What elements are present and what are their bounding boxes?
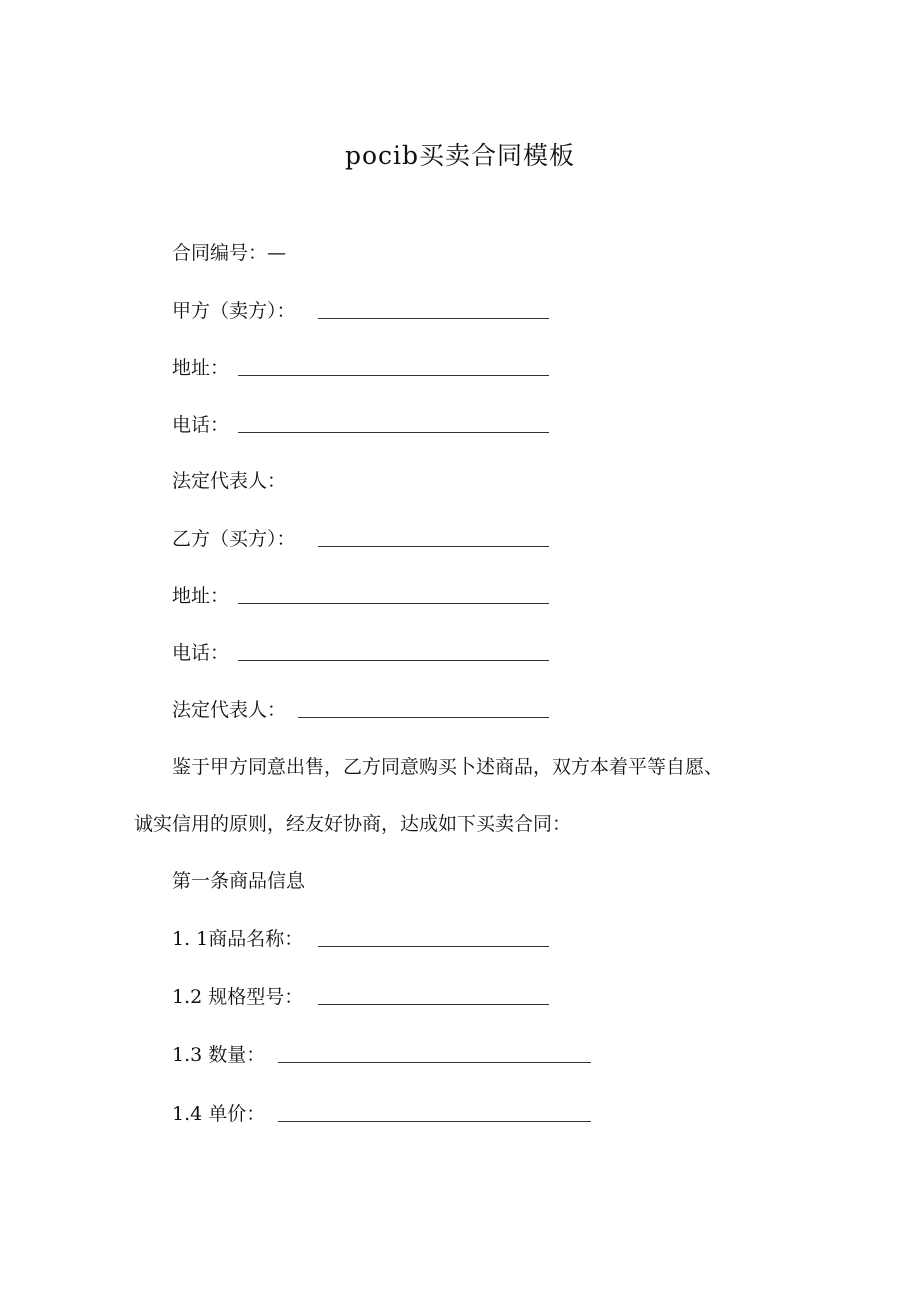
party-b-name-blank[interactable] bbox=[318, 546, 549, 547]
item-1-3-line bbox=[172, 1040, 592, 1070]
item-1-4-blank[interactable] bbox=[278, 1121, 591, 1122]
item-1-4-label: 1.4 单价： bbox=[172, 1103, 266, 1125]
party-a-address-blank[interactable] bbox=[238, 375, 549, 376]
party-a-phone-line bbox=[172, 410, 550, 440]
item-1-3-blank[interactable] bbox=[278, 1062, 591, 1063]
party-b-phone-blank[interactable] bbox=[238, 660, 549, 661]
item-1-1-label: 1. 1商品名称： bbox=[172, 928, 304, 950]
party-a-rep-label: 法定代表人： bbox=[172, 470, 287, 492]
party-a-phone-blank[interactable] bbox=[238, 432, 549, 433]
party-b-address-line bbox=[172, 581, 550, 611]
party-b-address-blank[interactable] bbox=[238, 603, 549, 604]
item-1-2-blank[interactable] bbox=[318, 1004, 549, 1005]
party-a-phone-label: 电话： bbox=[172, 414, 230, 436]
item-1-3-label: 1.3 数量： bbox=[172, 1044, 266, 1066]
contract-number-label: 合同编号：— bbox=[172, 242, 287, 264]
party-b-name-label: 乙方（买方）： bbox=[172, 528, 296, 550]
item-1-1-line bbox=[172, 924, 550, 954]
item-1-1-blank[interactable] bbox=[318, 946, 549, 947]
preamble-line-2: 诚实信用的原则，经友好协商，达成如下买卖合同： bbox=[134, 813, 572, 835]
document-title: pocib买卖合同模板 bbox=[344, 141, 576, 170]
party-b-address-label: 地址： bbox=[172, 585, 230, 607]
item-1-2-line bbox=[172, 982, 550, 1012]
party-a-name-label: 甲方（卖方）： bbox=[172, 300, 296, 322]
preamble-line-1: 鉴于甲方同意出售，乙方同意购买卜述商品，双方本着平等自愿、 bbox=[172, 756, 724, 778]
party-b-phone-label: 电话： bbox=[172, 642, 230, 664]
item-1-4-line bbox=[172, 1099, 592, 1129]
party-a-address-line bbox=[172, 353, 550, 383]
contract-number bbox=[172, 238, 286, 268]
party-b-name-line bbox=[172, 524, 550, 554]
party-b-rep-line bbox=[172, 695, 550, 725]
section-1-heading bbox=[172, 866, 305, 896]
party-a-address-label: 地址： bbox=[172, 357, 230, 379]
party-a-name-line bbox=[172, 296, 550, 326]
party-a-rep-line bbox=[172, 466, 286, 496]
party-b-phone-line bbox=[172, 638, 550, 668]
section-1-heading-label: 第一条商品信息 bbox=[172, 870, 306, 892]
item-1-2-label: 1.2 规格型号： bbox=[172, 986, 304, 1008]
party-b-rep-label: 法定代表人： bbox=[172, 699, 287, 721]
party-b-rep-blank[interactable] bbox=[298, 717, 549, 718]
party-a-name-blank[interactable] bbox=[318, 318, 549, 319]
